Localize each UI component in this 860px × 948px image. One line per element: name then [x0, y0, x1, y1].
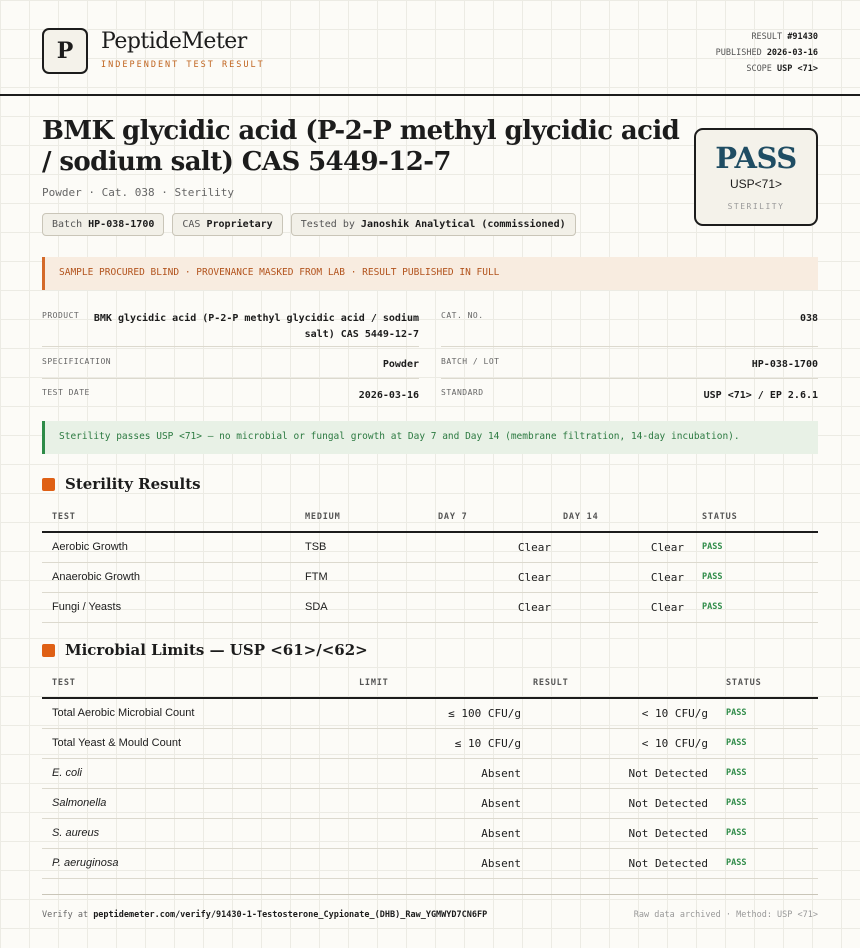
- test-name: Anaerobic Growth: [42, 562, 305, 592]
- limit-cell: ≤ 100 CFU/g: [359, 698, 533, 728]
- table-row: [42, 728, 818, 758]
- status-badge: PASS: [696, 562, 818, 592]
- result-cell: Not Detected: [533, 788, 720, 818]
- info-date-label: TEST DATE: [42, 388, 90, 397]
- procurement-notice: SAMPLE PROCURED BLIND · PROVENANCE MASKED FROM LAB · RESULT PUBLISHED IN FULL: [42, 257, 818, 290]
- test-name: Salmonella: [42, 788, 359, 818]
- section-square-icon: [42, 644, 55, 657]
- test-name: Fungi / Yeasts: [42, 592, 305, 622]
- test-name: E. coli: [42, 758, 359, 788]
- info-batch-label: BATCH / LOT: [441, 357, 500, 366]
- table-header-row: [42, 669, 818, 698]
- microbial-title: Microbial Limits — USP <61>/<62>: [65, 641, 368, 659]
- batch-chip: Batch HP-038-1700: [42, 213, 164, 236]
- col-test: TEST: [42, 669, 359, 698]
- divider: [441, 378, 818, 379]
- result-cell: < 10 CFU/g: [533, 728, 720, 758]
- published-date: PUBLISHED 2026-03-16: [715, 48, 818, 58]
- product-subtitle: Powder · Cat. 038 · Sterility: [42, 186, 235, 199]
- info-catno-label: CAT. NO.: [441, 311, 484, 320]
- limit-cell: ≤ 10 CFU/g: [359, 728, 533, 758]
- info-standard: [441, 388, 818, 404]
- info-product: [42, 311, 419, 343]
- day14-cell: Clear: [563, 532, 696, 562]
- limit-cell: Absent: [359, 758, 533, 788]
- divider: [42, 378, 419, 379]
- test-name: P. aeruginosa: [42, 848, 359, 878]
- brand-tagline: INDEPENDENT TEST RESULT: [101, 60, 265, 70]
- test-name: Total Yeast & Mould Count: [42, 728, 359, 758]
- status-badge: PASS: [720, 758, 818, 788]
- verdict-word: PASS: [715, 141, 797, 175]
- brand-name: PeptideMeter: [101, 29, 247, 54]
- status-badge: PASS: [696, 532, 818, 562]
- medium-cell: SDA: [305, 592, 438, 622]
- table-row: [42, 758, 818, 788]
- info-product-label: PRODUCT: [42, 311, 80, 320]
- status-badge: PASS: [720, 848, 818, 878]
- info-batch-value: HP-038-1700: [751, 359, 818, 370]
- col-limit: LIMIT: [359, 669, 533, 698]
- section-square-icon: [42, 478, 55, 491]
- result-cell: Not Detected: [533, 758, 720, 788]
- result-cell: < 10 CFU/g: [533, 698, 720, 728]
- verdict-badge: [694, 128, 818, 226]
- verdict-standard: USP<71>: [729, 177, 783, 191]
- report-meta: [716, 29, 818, 77]
- result-id: RESULT #91430: [751, 32, 818, 42]
- col-medium: MEDIUM: [305, 503, 438, 532]
- divider: [42, 346, 419, 347]
- table-row: [42, 562, 818, 592]
- test-name: S. aureus: [42, 818, 359, 848]
- info-spec-label: SPECIFICATION: [42, 357, 112, 366]
- sterility-title: Sterility Results: [65, 475, 201, 493]
- sterility-table: [42, 503, 818, 623]
- info-specification: [42, 357, 419, 373]
- info-test-date: [42, 388, 419, 404]
- col-day7: DAY 7: [438, 503, 563, 532]
- col-test: TEST: [42, 503, 305, 532]
- col-status: STATUS: [696, 503, 818, 532]
- day7-cell: Clear: [438, 562, 563, 592]
- table-row: [42, 592, 818, 622]
- info-batch: [441, 357, 818, 373]
- status-badge: PASS: [720, 788, 818, 818]
- status-badge: PASS: [720, 818, 818, 848]
- limit-cell: Absent: [359, 818, 533, 848]
- scope: SCOPE USP <71>: [746, 64, 818, 74]
- medium-cell: TSB: [305, 532, 438, 562]
- col-day14: DAY 14: [563, 503, 696, 532]
- sterility-heading: [42, 475, 201, 493]
- product-title: BMK glycidic acid (P-2-P methyl glycidic acid / sodium salt) CAS 5449-12-7: [42, 116, 680, 177]
- test-name: Aerobic Growth: [42, 532, 305, 562]
- info-product-value: BMK glycidic acid (P-2-P methyl glycidic acid / sodium salt) CAS 5449-12-7: [93, 313, 419, 340]
- table-row: [42, 848, 818, 878]
- summary-banner: Sterility passes USP <71> — no microbial or fungal growth at Day 7 and Day 14 (membrane filtration, 14-day incubation).: [42, 421, 818, 454]
- footer-divider: [42, 894, 818, 895]
- day7-cell: Clear: [438, 592, 563, 622]
- tested-by-chip: Tested by Janoshik Analytical (commissioned): [291, 213, 576, 236]
- footer-method: Raw data archived · Method: USP <71>: [633, 910, 818, 920]
- status-badge: PASS: [720, 698, 818, 728]
- limit-cell: Absent: [359, 788, 533, 818]
- table-row: [42, 788, 818, 818]
- limit-cell: Absent: [359, 848, 533, 878]
- divider: [441, 346, 818, 347]
- info-spec-value: Powder: [382, 359, 419, 370]
- logo-icon: P: [42, 28, 88, 74]
- verify-text: Verify at peptidemeter.com/verify/91430-1-Testosterone_Cypionate_(DHB)_Raw_YGMWYD7CN6FP: [42, 910, 488, 920]
- table-row: [42, 698, 818, 728]
- day14-cell: Clear: [563, 562, 696, 592]
- test-name: Total Aerobic Microbial Count: [42, 698, 359, 728]
- product-chips: [42, 213, 576, 236]
- day14-cell: Clear: [563, 592, 696, 622]
- result-cell: Not Detected: [533, 818, 720, 848]
- microbial-heading: [42, 641, 368, 659]
- table-row: [42, 532, 818, 562]
- info-date-value: 2026-03-16: [358, 390, 419, 401]
- verify-link[interactable]: peptidemeter.com/verify/91430-1-Testosterone_Cypionate_(DHB)_Raw_YGMWYD7CN6FP: [93, 910, 488, 920]
- table-header-row: [42, 503, 818, 532]
- result-cell: Not Detected: [533, 848, 720, 878]
- status-badge: PASS: [720, 728, 818, 758]
- col-status: STATUS: [720, 669, 818, 698]
- medium-cell: FTM: [305, 562, 438, 592]
- col-result: RESULT: [533, 669, 720, 698]
- microbial-table: [42, 669, 818, 879]
- verdict-label: STERILITY: [727, 202, 785, 211]
- info-catno: [441, 311, 818, 327]
- info-catno-value: 038: [799, 313, 818, 324]
- table-row: [42, 818, 818, 848]
- cas-chip: CAS Proprietary: [172, 213, 282, 236]
- status-badge: PASS: [696, 592, 818, 622]
- info-standard-label: STANDARD: [441, 388, 484, 397]
- info-standard-value: USP <71> / EP 2.6.1: [703, 390, 818, 401]
- day7-cell: Clear: [438, 532, 563, 562]
- report-header: [0, 0, 860, 96]
